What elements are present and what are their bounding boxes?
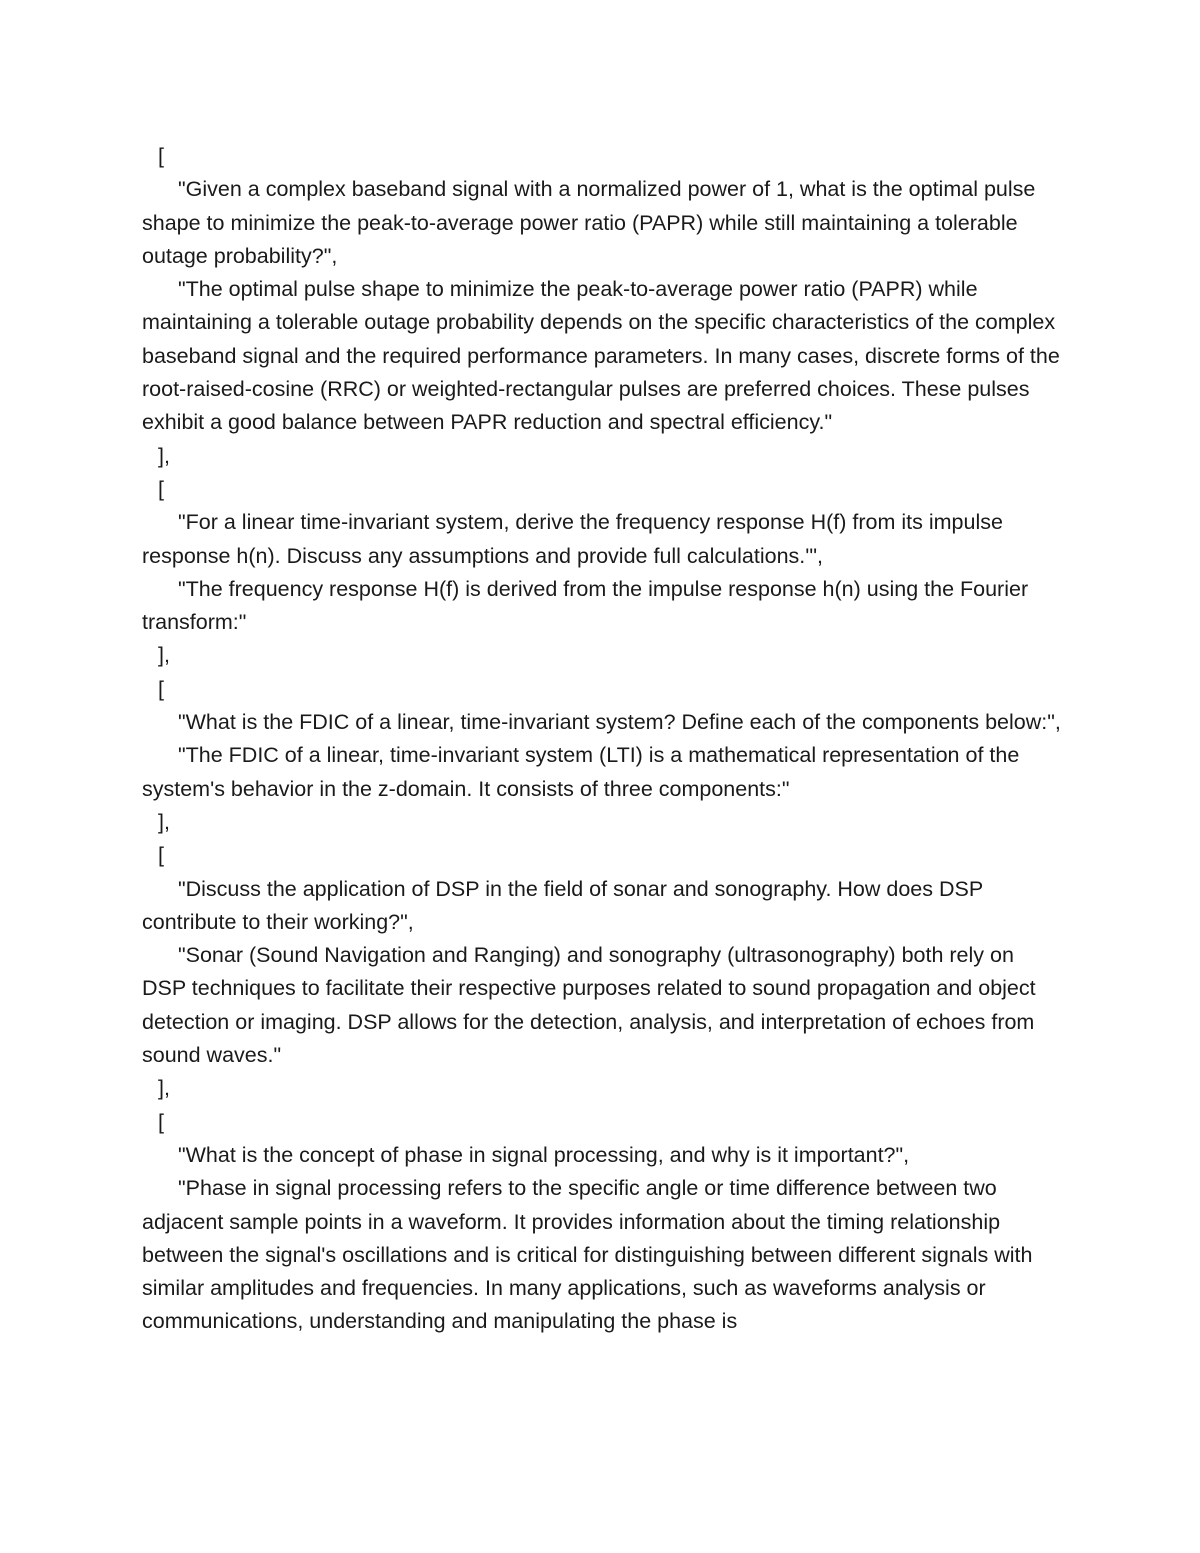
document-text <box>142 140 1066 1339</box>
answer-papr: "The optimal pulse shape to minimize the peak-to-average power ratio (PAPR) while maintaining a tolerable outage probability depends on the specific characteristics of the complex baseband signal and the required performance parameters. In many cases, discrete forms of the root-raised-cosine (RRC) or weighted-rectangular pulses are preferred choices. These pulses exhibit a good balance between PAPR reduction and spectral efficiency." <box>142 277 1066 435</box>
close-bracket: ], <box>158 443 170 468</box>
close-bracket: ], <box>158 1076 170 1101</box>
open-bracket: [ <box>158 676 164 701</box>
question-frequency-response: "For a linear time-invariant system, derive the frequency response H(f) from its impulse response h(n). Discuss any assumptions and provide full calculations.'", <box>142 510 1009 568</box>
question-phase: "What is the concept of phase in signal processing, and why is it important?", <box>178 1142 910 1167</box>
open-bracket: [ <box>158 1109 164 1134</box>
answer-fdic: "The FDIC of a linear, time-invariant system (LTI) is a mathematical representation of the system's behavior in the z-domain. It consists of three components:" <box>142 743 1026 801</box>
question-papr: "Given a complex baseband signal with a normalized power of 1, what is the optimal pulse shape to minimize the peak-to-average power ratio (PAPR) while still maintaining a tolerable outage probability?", <box>142 177 1042 268</box>
question-sonar: "Discuss the application of DSP in the field of sonar and sonography. How does DSP contribute to their working?", <box>142 876 989 934</box>
answer-sonar: "Sonar (Sound Navigation and Ranging) and sonography (ultrasonography) both rely on DSP techniques to facilitate their respective purposes related to sound propagation and object detection or imaging. DSP allows for the detection, analysis, and interpretation of echoes from sound waves." <box>142 943 1042 1068</box>
close-bracket: ], <box>158 643 170 668</box>
open-bracket: [ <box>158 843 164 868</box>
close-bracket: ], <box>158 809 170 834</box>
open-bracket: [ <box>158 476 164 501</box>
answer-phase: "Phase in signal processing refers to the specific angle or time difference between two adjacent sample points in a waveform. It provides information about the timing relationship between the signal's oscillations and is critical for distinguishing between different signals with similar amplitudes and frequencies. In many applications, such as waveforms analysis or communications, understanding and manipulating the phase is <box>142 1176 1039 1334</box>
question-fdic: "What is the FDIC of a linear, time-invariant system? Define each of the components below:", <box>178 710 1061 735</box>
open-bracket: [ <box>158 144 164 168</box>
answer-frequency-response: "The frequency response H(f) is derived from the impulse response h(n) using the Fourier transform:" <box>142 576 1035 635</box>
